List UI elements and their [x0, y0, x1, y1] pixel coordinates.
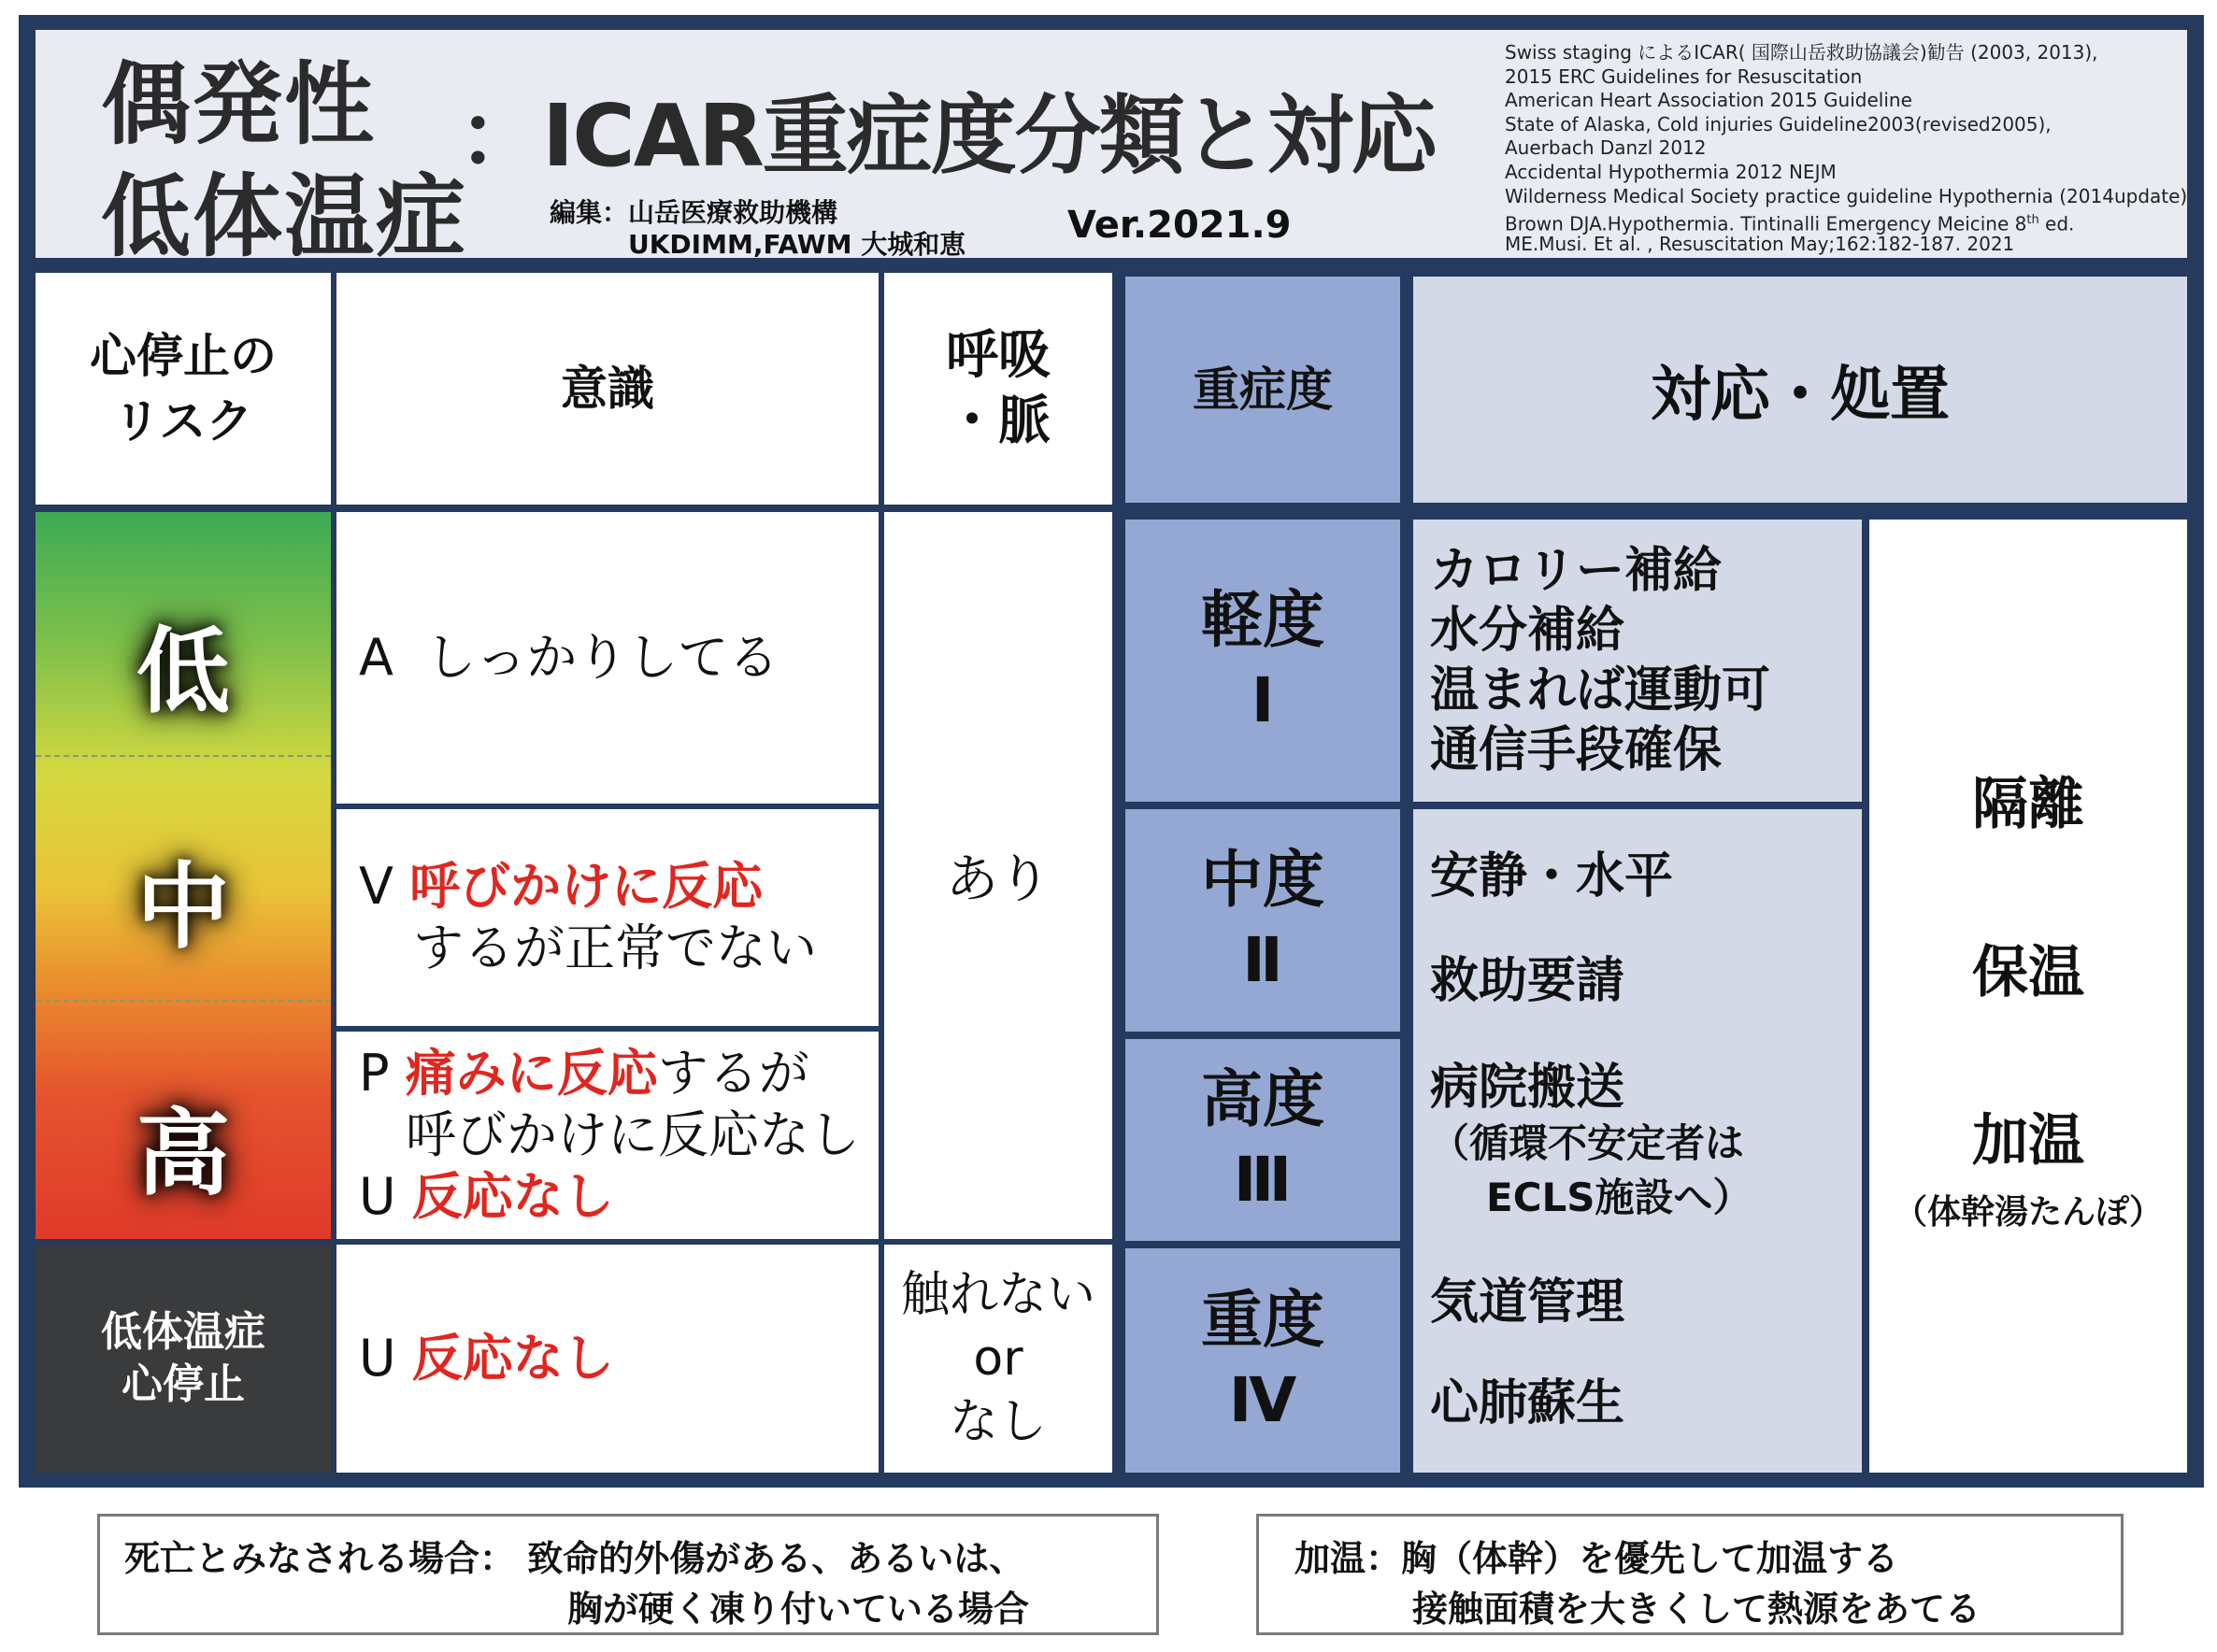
consciousness-highlight: 反応なし: [411, 1329, 614, 1388]
action-item: 救助要請: [1430, 953, 1625, 1009]
page-subtitle: ：ICAR重症度分類と対応: [458, 86, 1436, 186]
reference-list: [1505, 41, 2188, 256]
header-breathing: [884, 273, 1112, 505]
severity-label: 重度: [1201, 1284, 1324, 1356]
reference-item: State of Alaska, Cold injuries Guideline2003(revised2005),: [1505, 112, 2052, 135]
risk-divider: [36, 1000, 331, 1002]
reference-item: American Heart Association 2015 Guideline: [1505, 89, 1912, 112]
severity-stage: Ⅳ: [1228, 1364, 1297, 1436]
header-risk-line-2: リスク: [113, 394, 253, 449]
action-item: 通信手段確保: [1430, 722, 1723, 778]
cardiac-arrest-line-1: 低体温症: [101, 1308, 265, 1356]
action-note: ECLS施設へ）: [1486, 1175, 1752, 1220]
cardiac-arrest-cell: [36, 1245, 331, 1473]
action-rewarming-note: （体幹湯たんぽ）: [1893, 1192, 2163, 1232]
severity-label: 軽度: [1201, 584, 1324, 656]
page-title: [101, 49, 467, 273]
header-response: 対応・処置: [1413, 277, 2187, 503]
reference-item: ME.Musi. Et al. , Resuscitation May;162:182-187. 2021: [1505, 232, 2015, 255]
reference-item: Accidental Hypothermia 2012 NEJM: [1505, 160, 1837, 183]
reference-text-end: ed.: [2038, 212, 2075, 235]
risk-divider: [36, 755, 331, 757]
reference-item: Wilderness Medical Society practice guideline Hypothernia (2014update): [1505, 184, 2188, 207]
consciousness-text: 呼びかけに反応なし: [406, 1105, 860, 1164]
breathing-absent-line-1: 触れない: [900, 1267, 1095, 1323]
title-line-1: 偶発性: [101, 52, 376, 157]
header-breathing-line-1: 呼吸: [946, 325, 1051, 386]
severity-severe: [1125, 1039, 1400, 1241]
reference-text: Brown DJA.Hypothermia. Tintinalli Emergency Meicine 8: [1505, 212, 2027, 235]
header-severity: 重症度: [1125, 277, 1400, 503]
reference-item: 2015 ERC Guidelines for Resuscitation: [1505, 64, 1863, 88]
avpu-letter: V: [359, 857, 393, 916]
breathing-absent-line-2: or: [973, 1331, 1023, 1387]
reference-item: [1505, 208, 2178, 233]
severity-label: 高度: [1201, 1063, 1324, 1135]
editor-name: UKDIMM,FAWM 大城和恵: [628, 229, 966, 260]
rewarming-box: [1256, 1514, 2124, 1635]
reference-superscript: th: [2026, 213, 2039, 228]
actions-all-stages: [1869, 520, 2187, 1473]
action-item: 気道管理: [1430, 1275, 1625, 1331]
header-risk-line-1: 心停止の: [90, 329, 277, 383]
editor-label: 編集：山岳医療救助機構: [550, 197, 838, 228]
action-item: 心肺蘇生: [1430, 1375, 1625, 1431]
rewarming-line-1: 加温：胸（体幹）を優先して加温する: [1294, 1538, 1899, 1579]
version-label: Ver.2021.9: [1067, 204, 1292, 247]
severity-stage: Ⅱ: [1242, 924, 1283, 996]
consciousness-voice: [336, 809, 879, 1026]
actions-mild: [1413, 520, 1862, 802]
severity-stage: Ⅰ: [1251, 664, 1275, 736]
action-item: 安静・水平: [1430, 848, 1674, 904]
action-item: 病院搬送: [1430, 1060, 1625, 1116]
avpu-letter: U: [359, 1167, 396, 1226]
avpu-letter: A: [359, 628, 393, 687]
header-consciousness: 意識: [336, 273, 879, 505]
death-criteria-box: [97, 1514, 1159, 1635]
action-isolation: 隔離: [1972, 771, 2084, 837]
reference-item: Auerbach Danzl 2012: [1505, 136, 1707, 160]
header-risk: [36, 273, 331, 505]
action-item: 水分補給: [1430, 603, 1625, 659]
action-item: カロリー補給: [1430, 543, 1723, 599]
severity-label: 中度: [1201, 844, 1324, 916]
risk-high: 高: [136, 1099, 230, 1208]
severity-stage: Ⅲ: [1233, 1144, 1293, 1216]
consciousness-highlight: 呼びかけに反応: [409, 857, 764, 916]
breathing-absent: [884, 1245, 1112, 1473]
breathing-present: あり: [884, 512, 1112, 1239]
consciousness-highlight: 痛みに反応: [405, 1044, 658, 1103]
consciousness-text: しっかりしてる: [425, 628, 780, 687]
severity-critical: [1125, 1248, 1400, 1473]
action-item: 温まれば運動可: [1430, 662, 1771, 719]
breathing-absent-line-3: なし: [949, 1394, 1047, 1450]
death-criteria-line-1: 死亡とみなされる場合： 致命的外傷がある、あるいは、: [124, 1538, 1025, 1579]
action-rewarming: 加温: [1972, 1107, 2084, 1174]
action-note: （循環不安定者は: [1430, 1120, 1745, 1166]
consciousness-unresponsive: [336, 1245, 879, 1473]
action-insulation: 保温: [1972, 939, 2084, 1005]
consciousness-pain: [336, 1032, 879, 1239]
severity-moderate: [1125, 809, 1400, 1032]
severity-mild: [1125, 520, 1400, 802]
reference-item: Swiss staging によるICAR( 国際山岳救助協議会)勧告 (2003, 2013),: [1505, 41, 2098, 64]
avpu-letter: U: [359, 1329, 396, 1388]
death-criteria-line-2: 胸が硬く凍り付いている場合: [567, 1588, 1030, 1630]
rewarming-line-2: 接触面積を大きくして熱源をあてる: [1412, 1588, 1981, 1630]
consciousness-text: するが: [657, 1044, 809, 1103]
title-line-2: 低体温症: [101, 164, 467, 269]
risk-mid: 中: [136, 852, 230, 961]
consciousness-highlight: 反応なし: [411, 1167, 614, 1226]
consciousness-text: するが正常でない: [413, 919, 817, 977]
cardiac-arrest-line-2: 心停止: [122, 1360, 245, 1408]
actions-moderate-to-critical: [1413, 809, 1862, 1473]
risk-low: 低: [136, 617, 230, 726]
header-breathing-line-2: ・脈: [946, 391, 1051, 451]
avpu-letter: P: [359, 1044, 390, 1103]
consciousness-alert: [336, 512, 879, 804]
